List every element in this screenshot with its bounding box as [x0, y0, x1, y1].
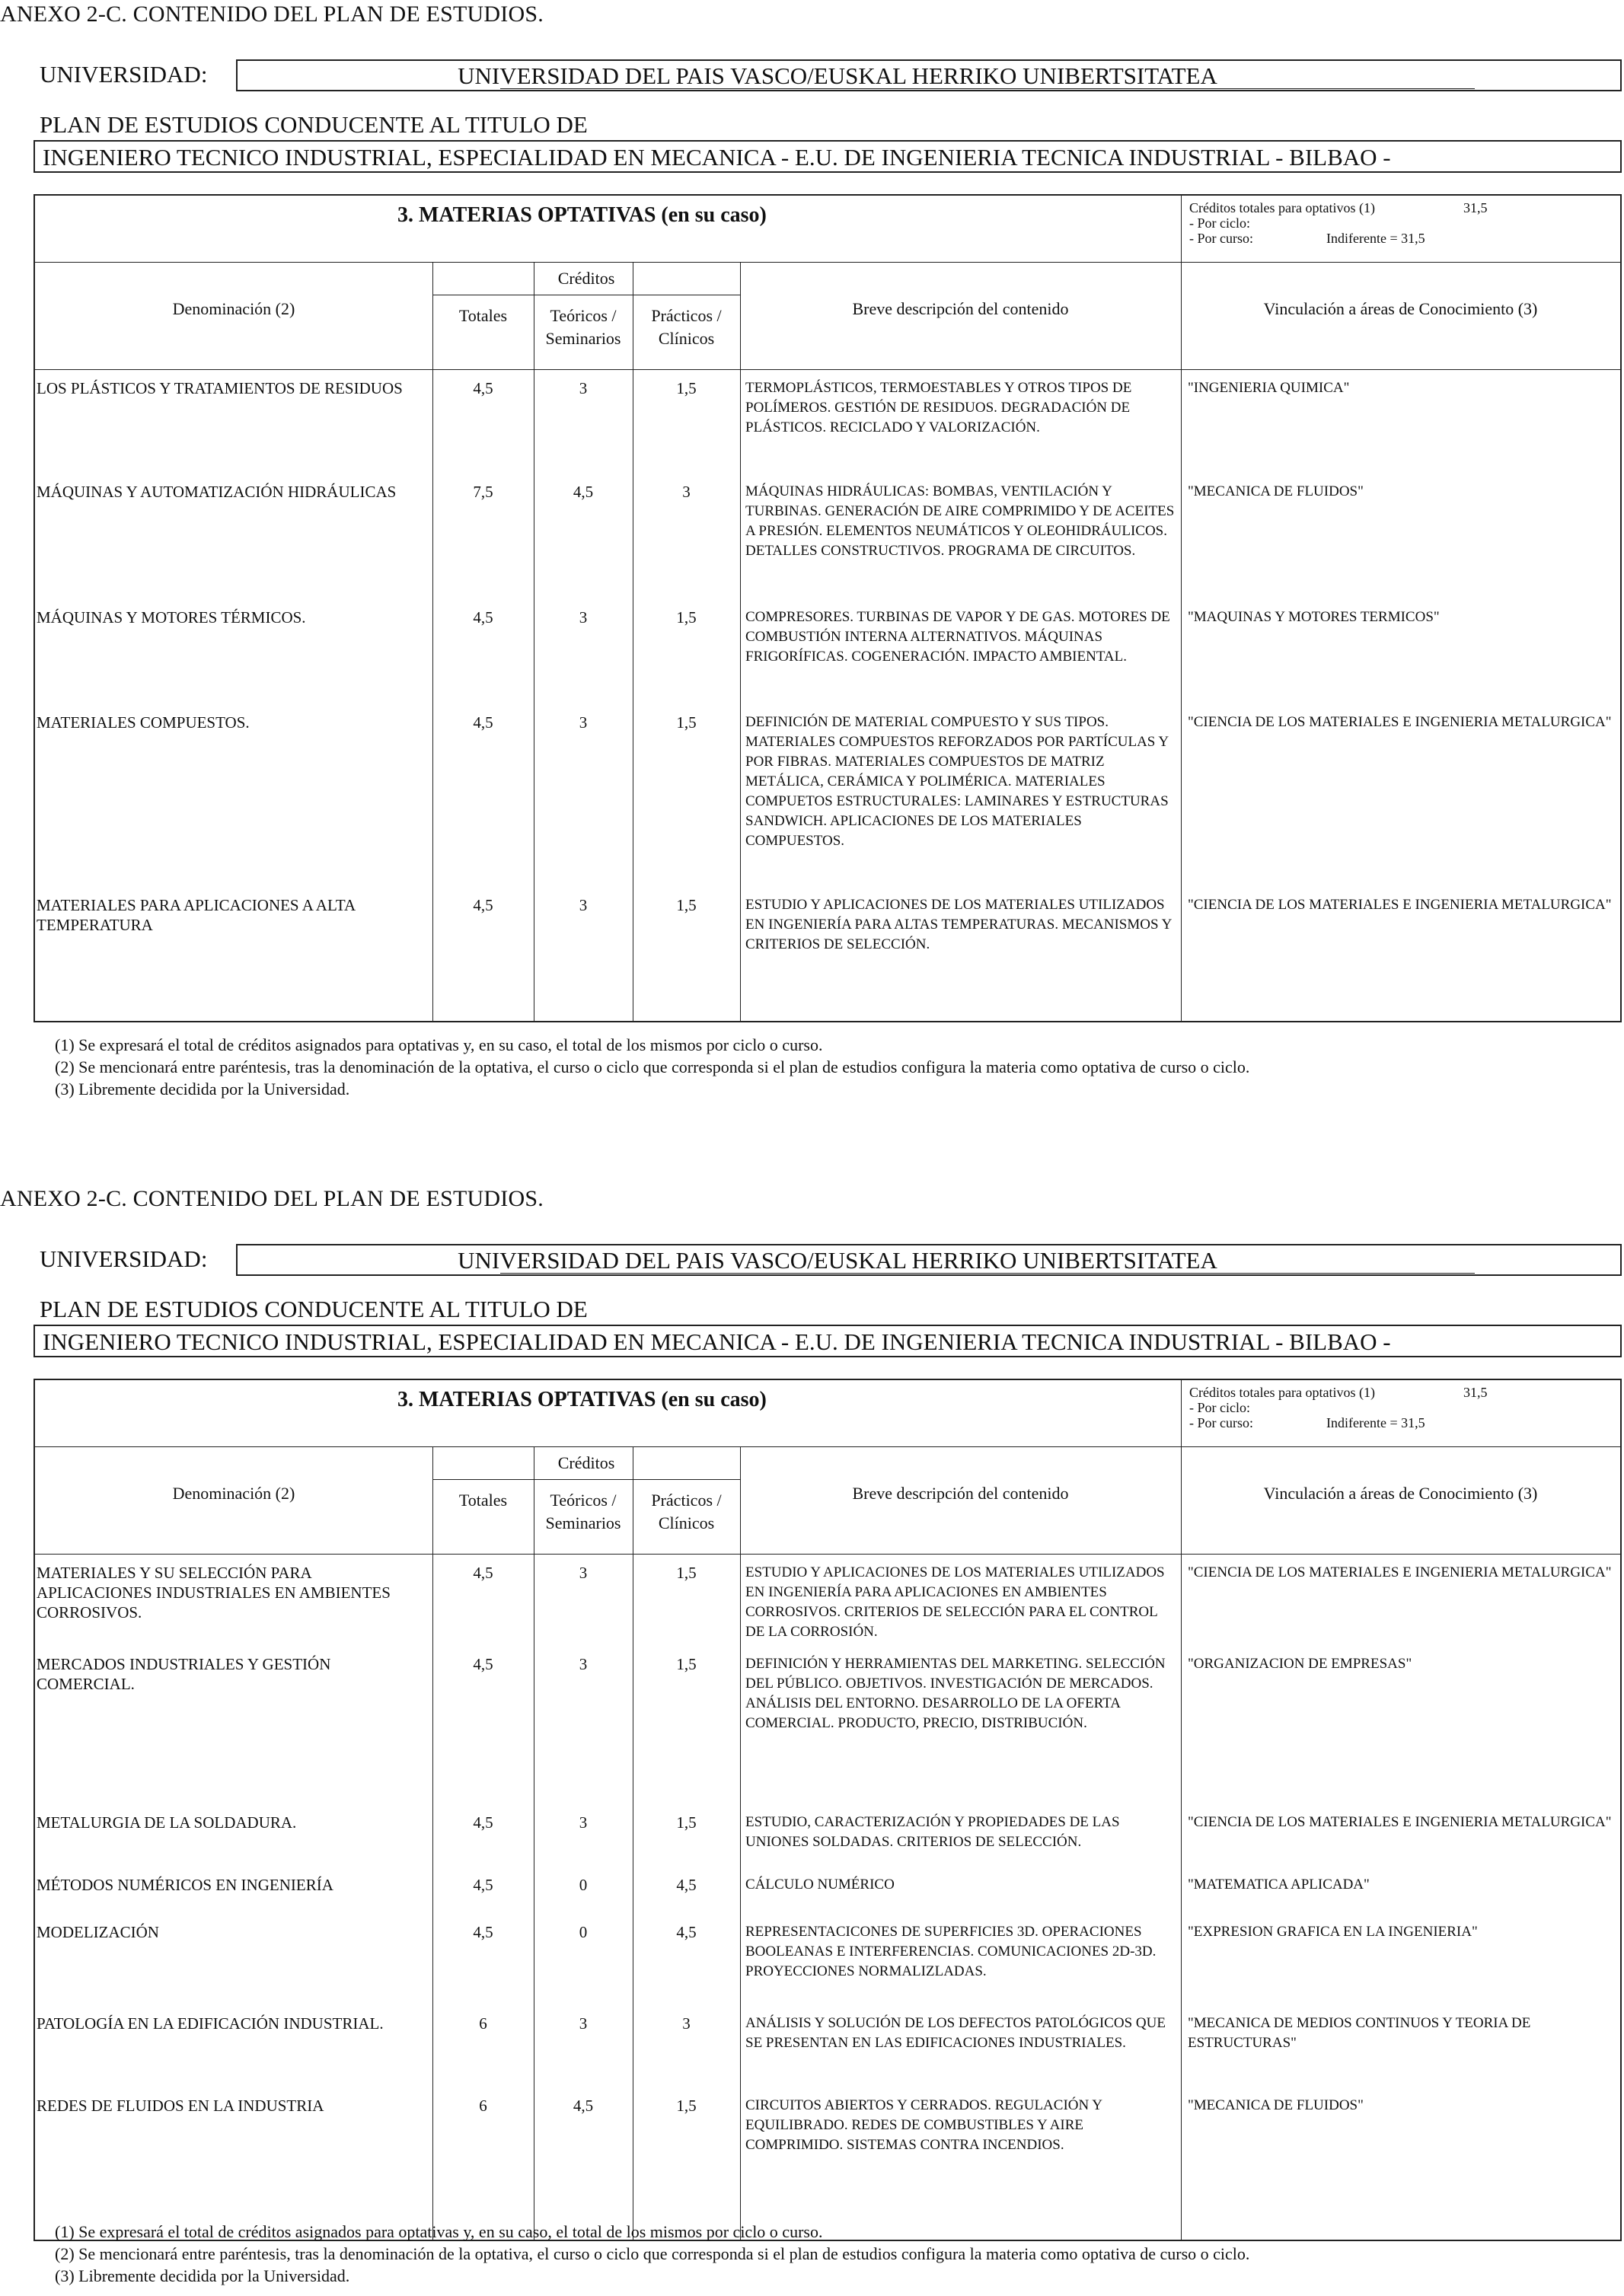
credits-totales: 4,5	[473, 1564, 493, 1582]
table-row	[35, 378, 1620, 482]
table-row	[35, 2096, 1620, 2180]
subject-description: ANÁLISIS Y SOLUCIÓN DE LOS DEFECTOS PATOLÓGICOS QUE SE PRESENTAN EN LAS EDIFICACIONES INDUSTRIALES.	[745, 2015, 1166, 2051]
knowledge-area: "ORGANIZACION DE EMPRESAS"	[1188, 1656, 1412, 1672]
footnote-2: (2) Se mencionará entre paréntesis, tras la denominación de la optativa, el curso o ciclo que corresponda si el plan de estudios configura la materia como optativa de curso o ciclo.	[55, 2244, 1250, 2263]
subject-description: ESTUDIO Y APLICACIONES DE LOS MATERIALES UTILIZADOS EN INGENIERÍA PARA APLICACIONES EN AMBIENTES CORROSIVOS. CRITERIOS DE SELECCIÓN PARA EL CONTROL DE LA CORROSIÓN.	[745, 1564, 1165, 1640]
credits-por-curso: - Por curso:	[1189, 231, 1253, 246]
knowledge-area: "MECANICA DE MEDIOS CONTINUOS Y TEORIA DE ESTRUCTURAS"	[1188, 2015, 1531, 2051]
knowledge-area: "INGENIERIA QUIMICA"	[1188, 380, 1350, 396]
subject-name: MÁQUINAS Y MOTORES TÉRMICOS.	[37, 608, 306, 627]
header-totales: Totales	[458, 306, 508, 325]
credits-totales: 4,5	[473, 379, 493, 397]
credits-totales: 4,5	[473, 1813, 493, 1832]
table-row	[35, 895, 1620, 1032]
knowledge-area: "MATEMATICA APLICADA"	[1188, 1877, 1370, 1893]
table-row	[35, 1922, 1620, 2014]
annex-title: ANEXO 2-C. CONTENIDO DEL PLAN DE ESTUDIOS.	[0, 1186, 544, 1211]
credits-teoricos: 0	[579, 1876, 588, 1894]
credits-totales: 4,5	[473, 896, 493, 914]
header-descripcion: Breve descripción del contenido	[852, 299, 1069, 318]
credits-totales: 4,5	[473, 1923, 493, 1941]
header-denominacion: Denominación (2)	[172, 1484, 295, 1503]
credits-practicos: 1,5	[676, 1813, 697, 1832]
credits-practicos: 3	[682, 2014, 691, 2033]
subject-description: DEFINICIÓN DE MATERIAL COMPUESTO Y SUS TIPOS. MATERIALES COMPUESTOS REFORZADOS POR PARTÍCULAS Y POR FIBRAS. MATERIALES COMPUESTOS DE MATRIZ METÁLICA, CERÁMICA Y POLIMÉRICA. MATERIALES COMPUETOS ESTRUCTURALES: LAMINARES Y ESTRUCTURAS SANDWICH. APLICACIONES DE LOS MATERIALES COMPUESTOS.	[745, 714, 1169, 849]
credits-practicos: 1,5	[676, 896, 697, 914]
subject-name: LOS PLÁSTICOS Y TRATAMIENTOS DE RESIDUOS	[37, 379, 403, 397]
divider	[35, 262, 1620, 263]
divider	[432, 1479, 740, 1480]
header-practicos: Prácticos / Clínicos	[651, 1491, 722, 1532]
table-row	[35, 1813, 1620, 1875]
credits-teoricos: 3	[579, 1564, 588, 1582]
university-box	[236, 1244, 1622, 1276]
credits-indiferente: Indiferente = 31,5	[1326, 1415, 1425, 1430]
knowledge-area: "MAQUINAS Y MOTORES TERMICOS"	[1188, 609, 1440, 625]
credits-practicos: 1,5	[676, 713, 697, 732]
table-row	[35, 1654, 1620, 1813]
table-row	[35, 713, 1620, 895]
divider	[35, 1554, 1620, 1555]
credits-por-curso: - Por curso:	[1189, 1415, 1253, 1430]
knowledge-area: "MECANICA DE FLUIDOS"	[1188, 2097, 1364, 2113]
subject-name: METALURGIA DE LA SOLDADURA.	[37, 1813, 297, 1832]
degree-title-box	[34, 1325, 1622, 1357]
credits-practicos: 1,5	[676, 2097, 697, 2115]
subject-name: PATOLOGÍA EN LA EDIFICACIÓN INDUSTRIAL.	[37, 2014, 384, 2033]
credits-total-value: 31,5	[1463, 1385, 1488, 1400]
optativas-table	[34, 1379, 1622, 2241]
subject-name: MERCADOS INDUSTRIALES Y GESTIÓN COMERCIAL.	[37, 1655, 331, 1693]
credits-totales: 7,5	[473, 483, 493, 501]
credits-teoricos: 3	[579, 2014, 588, 2033]
table-row	[35, 607, 1620, 713]
footnote-3: (3) Libremente decidida por la Universidad.	[55, 1079, 350, 1099]
table-title: 3. MATERIAS OPTATIVAS (en su caso)	[397, 203, 767, 227]
table-body	[35, 378, 1620, 1032]
credits-info	[1189, 200, 1488, 246]
credits-totales: 4,5	[473, 608, 493, 627]
header-totales: Totales	[458, 1491, 508, 1510]
table-title: 3. MATERIAS OPTATIVAS (en su caso)	[397, 1388, 767, 1411]
university-label: UNIVERSIDAD:	[40, 1245, 208, 1272]
credits-totales: 4,5	[473, 713, 493, 732]
knowledge-area: "CIENCIA DE LOS MATERIALES E INGENIERIA METALURGICA"	[1188, 897, 1612, 913]
header-vinculacion: Vinculación a áreas de Conocimiento (3)	[1263, 299, 1538, 318]
footnote-1: (1) Se expresará el total de créditos asignados para optativas y, en su caso, el total de los mismos por ciclo o curso.	[55, 2222, 823, 2241]
credits-practicos: 4,5	[676, 1876, 697, 1894]
university-name: UNIVERSIDAD DEL PAIS VASCO/EUSKAL HERRIKO UNIBERTSITATEA	[458, 1247, 1217, 1274]
degree-title-box	[34, 140, 1622, 173]
divider	[35, 369, 1620, 370]
subject-description: DEFINICIÓN Y HERRAMIENTAS DEL MARKETING. SELECCIÓN DEL PÚBLICO. OBJETIVOS. INVESTIGACIÓN DE MERCADOS. ANÁLISIS DEL ENTORNO. DESARROLLO DE LA OFERTA COMERCIAL. PRODUCTO, PRECIO, DISTRIBUCIÓN.	[745, 1656, 1166, 1731]
underline	[500, 88, 1475, 89]
knowledge-area: "CIENCIA DE LOS MATERIALES E INGENIERIA METALURGICA"	[1188, 1814, 1612, 1830]
subject-name: MODELIZACIÓN	[37, 1923, 159, 1941]
header-teoricos: Teóricos / Seminarios	[545, 306, 621, 348]
subject-name: MATERIALES Y SU SELECCIÓN PARA APLICACIONES INDUSTRIALES EN AMBIENTES CORROSIVOS.	[37, 1564, 391, 1622]
footnote-1: (1) Se expresará el total de créditos asignados para optativas y, en su caso, el total de los mismos por ciclo o curso.	[55, 1035, 823, 1054]
credits-practicos: 1,5	[676, 608, 697, 627]
underline	[500, 1273, 1475, 1274]
header-creditos: Créditos	[557, 1453, 615, 1472]
credits-teoricos: 0	[579, 1923, 588, 1941]
credits-por-ciclo: - Por ciclo:	[1189, 215, 1250, 231]
credits-practicos: 1,5	[676, 379, 697, 397]
plan-label: PLAN DE ESTUDIOS CONDUCENTE AL TITULO DE	[40, 111, 588, 138]
subject-description: CÁLCULO NUMÉRICO	[745, 1877, 895, 1893]
table-row	[35, 1563, 1620, 1654]
header-descripcion: Breve descripción del contenido	[852, 1484, 1069, 1503]
table-row	[35, 2014, 1620, 2096]
university-box	[236, 59, 1622, 91]
footnotes	[55, 1034, 1249, 1100]
credits-teoricos: 3	[579, 1655, 588, 1673]
header-creditos: Créditos	[557, 269, 615, 288]
subject-description: TERMOPLÁSTICOS, TERMOESTABLES Y OTROS TIPOS DE POLÍMEROS. GESTIÓN DE RESIDUOS. DEGRADACIÓN DE PLÁSTICOS. RECICLADO Y VALORIZACIÓN.	[745, 380, 1132, 435]
subject-description: ESTUDIO, CARACTERIZACIÓN Y PROPIEDADES DE LAS UNIONES SOLDADAS. CRITERIOS DE SELECCIÓN.	[745, 1814, 1120, 1850]
subject-name: MATERIALES COMPUESTOS.	[37, 713, 250, 732]
credits-practicos: 3	[682, 483, 691, 501]
credits-total-label: Créditos totales para optativos (1)	[1189, 1385, 1375, 1400]
knowledge-area: "CIENCIA DE LOS MATERIALES E INGENIERIA METALURGICA"	[1188, 714, 1612, 730]
credits-totales: 6	[479, 2014, 487, 2033]
subject-description: CIRCUITOS ABIERTOS Y CERRADOS. REGULACIÓN Y EQUILIBRADO. REDES DE COMBUSTIBLES Y AIRE COMPRIMIDO. SISTEMAS CONTRA INCENDIOS.	[745, 2097, 1102, 2153]
optativas-table	[34, 194, 1622, 1022]
degree-title: INGENIERO TECNICO INDUSTRIAL, ESPECIALIDAD EN MECANICA - E.U. DE INGENIERIA TECNICA INDUSTRIAL - BILBAO -	[43, 1328, 1391, 1355]
credits-totales: 4,5	[473, 1876, 493, 1894]
subject-name: MÉTODOS NUMÉRICOS EN INGENIERÍA	[37, 1876, 333, 1894]
credits-teoricos: 3	[579, 608, 588, 627]
knowledge-area: "EXPRESION GRAFICA EN LA INGENIERIA"	[1188, 1924, 1478, 1940]
plan-label: PLAN DE ESTUDIOS CONDUCENTE AL TITULO DE	[40, 1296, 588, 1322]
credits-totales: 4,5	[473, 1655, 493, 1673]
credits-totales: 6	[479, 2097, 487, 2115]
credits-info	[1189, 1385, 1488, 1430]
credits-teoricos: 3	[579, 713, 588, 732]
subject-name: REDES DE FLUIDOS EN LA INDUSTRIA	[37, 2097, 324, 2115]
credits-practicos: 4,5	[676, 1923, 697, 1941]
footnote-3: (3) Libremente decidida por la Universidad.	[55, 2266, 350, 2285]
credits-teoricos: 3	[579, 896, 588, 914]
university-name: UNIVERSIDAD DEL PAIS VASCO/EUSKAL HERRIKO UNIBERTSITATEA	[458, 62, 1217, 89]
footnotes	[55, 2221, 1249, 2287]
credits-por-ciclo: - Por ciclo:	[1189, 1400, 1250, 1415]
header-denominacion: Denominación (2)	[172, 299, 295, 318]
knowledge-area: "MECANICA DE FLUIDOS"	[1188, 483, 1364, 499]
credits-teoricos: 4,5	[573, 2097, 594, 2115]
annex-title: ANEXO 2-C. CONTENIDO DEL PLAN DE ESTUDIOS.	[0, 2, 544, 27]
knowledge-area: "CIENCIA DE LOS MATERIALES E INGENIERIA METALURGICA"	[1188, 1564, 1612, 1580]
credits-indiferente: Indiferente = 31,5	[1326, 231, 1425, 246]
footnote-2: (2) Se mencionará entre paréntesis, tras la denominación de la optativa, el curso o ciclo que corresponda si el plan de estudios configura la materia como optativa de curso o ciclo.	[55, 1057, 1250, 1076]
table-row	[35, 1875, 1620, 1922]
credits-practicos: 1,5	[676, 1655, 697, 1673]
table-body	[35, 1563, 1620, 2180]
divider	[35, 1446, 1620, 1447]
credits-total-value: 31,5	[1463, 200, 1488, 215]
subject-description: REPRESENTACICONES DE SUPERFICIES 3D. OPERACIONES BOOLEANAS E INTERFERENCIAS. COMUNICACIONES 2D-3D. PROYECCIONES NORMALIZLADAS.	[745, 1924, 1157, 1979]
degree-title: INGENIERO TECNICO INDUSTRIAL, ESPECIALIDAD EN MECANICA - E.U. DE INGENIERIA TECNICA INDUSTRIAL - BILBAO -	[43, 144, 1391, 171]
header-teoricos: Teóricos / Seminarios	[545, 1491, 621, 1532]
header-practicos: Prácticos / Clínicos	[651, 306, 722, 348]
header-vinculacion: Vinculación a áreas de Conocimiento (3)	[1263, 1484, 1538, 1503]
credits-teoricos: 3	[579, 1813, 588, 1832]
subject-name: MÁQUINAS Y AUTOMATIZACIÓN HIDRÁULICAS	[37, 483, 397, 501]
credits-total-label: Créditos totales para optativos (1)	[1189, 200, 1375, 215]
credits-practicos: 1,5	[676, 1564, 697, 1582]
university-label: UNIVERSIDAD:	[40, 61, 208, 88]
subject-description: COMPRESORES. TURBINAS DE VAPOR Y DE GAS. MOTORES DE COMBUSTIÓN INTERNA ALTERNATIVOS. MÁQUINAS FRIGORÍFICAS. COGENERACIÓN. IMPACTO AMBIENTAL.	[745, 609, 1170, 665]
credits-teoricos: 4,5	[573, 483, 594, 501]
table-row	[35, 482, 1620, 607]
subject-name: MATERIALES PARA APLICACIONES A ALTA TEMPERATURA	[37, 896, 356, 934]
credits-teoricos: 3	[579, 379, 588, 397]
subject-description: ESTUDIO Y APLICACIONES DE LOS MATERIALES UTILIZADOS EN INGENIERÍA PARA ALTAS TEMPERATURAS. MECANISMOS Y CRITERIOS DE SELECCIÓN.	[745, 897, 1172, 952]
subject-description: MÁQUINAS HIDRÁULICAS: BOMBAS, VENTILACIÓN Y TURBINAS. GENERACIÓN DE AIRE COMPRIMIDO Y DE ACEITES A PRESIÓN. ELEMENTOS NEUMÁTICOS Y OLEOHIDRÁULICOS. DETALLES CONSTRUCTIVOS. PROGRAMA DE CIRCUITOS.	[745, 483, 1175, 559]
